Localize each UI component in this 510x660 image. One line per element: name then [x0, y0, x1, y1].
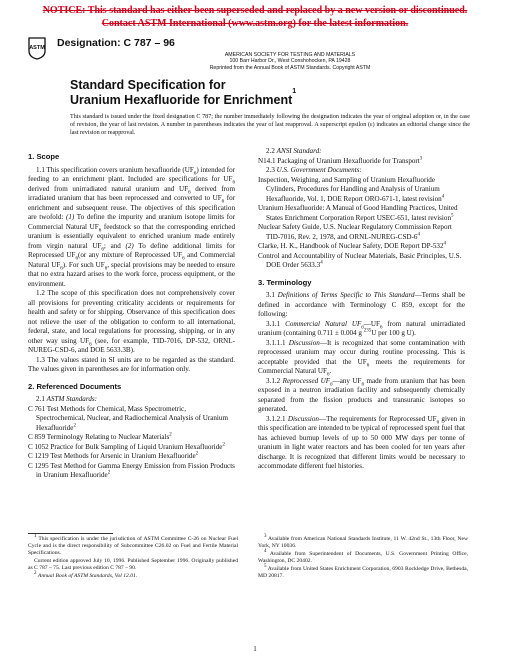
standard-issue-note: This standard is issued under the fixed designation C 787; the number immediately following the designation indicates the year of original adoption or, in the case of revision, the year of last revision. A number in parentheses indicates the year of last reapproval. A superscript epsilon (ε) indicates an editorial change since the last revision or reapproval. — [70, 114, 470, 137]
reference-item: N14.1 Packaging of Uranium Hexafluoride for Transport$^3$ — [258, 156, 423, 165]
scope-heading: 1. Scope — [28, 152, 60, 161]
footnote: $^1$ This specification is under the jurisdiction of ASTM Committee C-26 on Nuclear Fuel Cycle and is the direct responsibility of Subcommittee C26.02 on Fuel and Fertile Material Specifications. — [28, 534, 238, 556]
left-column — [28, 145, 235, 481]
footnote: $^4$ Available from Superintendent of Documents, U.S. Government Printing Office, Washington, DC 20402. — [258, 549, 468, 564]
designation: Designation: C 787 – 96 — [57, 37, 175, 49]
scope-paragraph-3: 1.3 The values stated in SI units are to be regarded as the standard. The values given in parentheses are for information only. — [28, 355, 235, 373]
reference-item: C 1052 Practice for Bulk Sampling of Liquid Uranium Hexafluoride$^2$ — [28, 442, 225, 451]
footnote: $^5$ Available from United States Enrichment Corporation, 6903 Rockledge Drive, Bethesda, MD 20817. — [258, 564, 469, 579]
page-number: 1 — [253, 645, 257, 653]
terminology-3-1-2-1: 3.1.2.1 Discussion—The requirements for Reprocessed $UF_6$ given in this specification are intended to be typical of reprocessed spent fuel that has achieved burnup levels of up to 50 000 MW days per tonne of uranium in light water reactors and has been cooled for ten years after discharge. It is recognized that different limits would be necessary to accommodate different fuel histories. — [258, 414, 466, 470]
terminology-3-1-1-1: 3.1.1.1 Discussion—It is recognized that some contamination with reprocessed uranium may occur during routine processing. This is acceptable provided that the $UF_6$ meets the requirements for Commercial Natural $UF_6$. — [258, 338, 466, 378]
footnotes-right — [258, 536, 468, 581]
footnotes-left — [28, 536, 238, 581]
gov-documents-heading: 2.3 U.S. Government Documents: — [266, 166, 362, 174]
terminology-3-1-2: 3.1.2 Reprocessed $UF_6—any$ $UF_6$ made from uranium that has been exposed in a neutron irradiation facility and subsequently chemically separated from the fission products and transuranic isotopes so generated. — [258, 376, 465, 413]
footnote: $^3$ Available from American National Standards Institute, 11 W. 42nd St., 13th Floor, New York, NY 10036. — [258, 534, 468, 549]
scope-paragraph-1: 1.1 This specification covers uranium hexafluoride $(UF_6)$ intended for feeding to an enrichment plant. Included are specifications for $UF_6$ derived from unirradiated natural uranium and $UF_6$ derived from irradiated uranium that has been reprocessed and converted to $UF_6$ for enrichment and subsequent reuse. The objectives of this specification are twofold: (1) To define the impurity and uranium isotope limits for Commercial Natural $UF_6$ feedstock so that the corresponding enriched uranium is essentially equivalent to enriched uranium made entirely from virgin natural $UF_6$; and (2) To define additional limits for Reprocessed $UF_6(or$ any mixture of Reprocessed $UF_6$ and Commercial Natural $UF_6$). For such $UF_6$, special provisions may be needed to ensure that no extra hazard arises to the work force, process equipment, or the environment. — [28, 165, 236, 288]
referenced-documents-heading: 2. Referenced Documents — [28, 381, 122, 391]
reference-item: Clarke, H. K., Handbook of Nuclear Safety, DOE Report $DP-532^4$ — [258, 241, 447, 250]
footnote-divider — [28, 533, 113, 534]
notice-line-1: NOTICE: This standard has either been superseded and replaced by a new version or discontinued. — [42, 5, 468, 16]
notice-line-2: Contact ASTM International (www.astm.org) for the latest information. — [101, 17, 409, 29]
scope-paragraph-2: 1.2 The scope of this specification does not comprehensively cover all provisions for preventing criticality accidents or requirements for health and safety or for shipping. Observance of this specification does not relieve the user of the obligation to conform to all international, federal, state, and local regulations for processing, shipping, or in any other way using $UF_6$ (see, for example, TID-7016, DP-532, ORNL-NUREG-CSD-6, and DOE 5633.3B). — [28, 289, 235, 354]
reference-item: C 1219 Test Methods for Arsenic in Uranium Hexafluoride$^2$ — [28, 451, 199, 460]
reference-item: C 859 Terminology Relating to Nuclear Materials$^2$ — [28, 432, 172, 441]
ansi-standard-heading: 2.2 ANSI Standard: — [266, 147, 322, 155]
footnote: $^2$ Annual Book of ASTM Standards, Vol 12.01. — [34, 571, 138, 579]
document-title — [70, 78, 296, 108]
publisher-block — [160, 52, 420, 71]
astm-standards-heading: 2.1 ASTM Standards: — [36, 395, 98, 403]
publisher-line-2: 100 Barr Harbor Dr., West Conshohocken, PA 19428 — [229, 58, 351, 65]
right-column — [258, 147, 465, 472]
reference-item: Control and Accountability of Nuclear Materials, Basic Principles, U.S. DOE Order 5633.3$^4$ — [258, 251, 462, 269]
reference-item: C 1295 Test Method for Gamma Energy Emission from Fission Products in Uranium Hexafluoride$^2$ — [28, 461, 235, 479]
logo-text: ASTM — [29, 45, 45, 51]
terminology-3-1: 3.1 Definitions of Terms Specific to This Standard—Terms shall be defined in accordance with Terminology C 859, except for the following: — [258, 291, 465, 318]
supersede-notice — [0, 5, 510, 30]
footnote: Current edition approved July 10, 1996. Published September 1996. Originally published as C 787 – 75. Last previous edition C 787 – 90. — [28, 558, 238, 571]
reference-item: Inspection, Weighing, and Sampling of Uranium Hexafluoride Cylinders, Procedures for Handling and Analysis of Uranium Hexafluoride, Vol. 1, DOE Report ORO-671-1, latest revision$^4$ — [258, 175, 445, 203]
title-line-2: Uranium Hexafluoride for Enrichment — [70, 93, 293, 107]
publisher-line-3: Reprinted from the Annual Book of ASTM Standards. Copyright ASTM — [209, 64, 371, 71]
reference-item: Uranium Hexafluoride: A Manual of Good Handling Practices, United States Enrichment Corporation Report USEC-651, latest revision$^5$ — [258, 204, 458, 222]
astm-logo-icon — [27, 36, 47, 60]
title-line-1: Standard Specification for — [70, 78, 226, 92]
terminology-heading: 3. Terminology — [258, 277, 312, 287]
title-footnote-mark: 1 — [292, 88, 297, 95]
publisher-line-1: AMERICAN SOCIETY FOR TESTING AND MATERIALS — [224, 52, 356, 58]
reference-item: Nuclear Safety Guide, U.S. Nuclear Regulatory Commission Report TID-7016, Rev. 2, 1978, and ORNL-$NUREG-CSD-6^4$ — [258, 223, 452, 241]
reference-item: C 761 Test Methods for Chemical, Mass Spectrometric, Spectrochemical, Nuclear, and Radiochemical Analysis of Uranium Hexafluoride$^2$ — [28, 404, 228, 432]
terminology-3-1-1: 3.1.1 Commercial Natural $UF_6—UF_6$ from natural unirradiated uranium (containing 0.711 ± 0.004 g $^{235}$U per 100 g U). — [258, 319, 465, 337]
